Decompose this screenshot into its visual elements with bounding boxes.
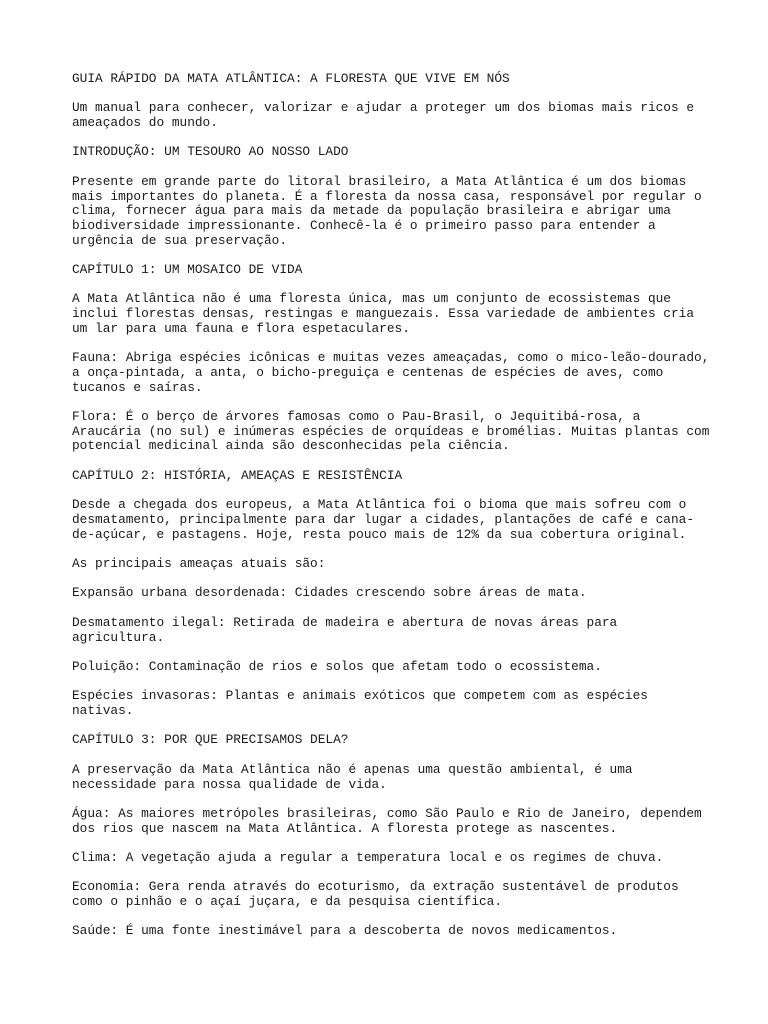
intro-heading: INTRODUÇÃO: UM TESOURO AO NOSSO LADO bbox=[72, 144, 349, 160]
threat-illegal-deforestation: Desmatamento ilegal: Retirada de madeira e abertura de novas áreas para agricultura. bbox=[72, 614, 625, 645]
chapter2-heading: CAPÍTULO 2: HISTÓRIA, AMEAÇAS E RESISTÊNCIA bbox=[72, 467, 403, 483]
chapter1-heading: CAPÍTULO 1: UM MOSAICO DE VIDA bbox=[72, 262, 303, 278]
document-title: GUIA RÁPIDO DA MATA ATLÂNTICA: A FLORESTA QUE VIVE EM NÓS bbox=[72, 71, 510, 86]
chapter1-body: A Mata Atlântica não é uma floresta única, mas um conjunto de ecossistemas que inclui florestas densas, restingas e manguezais. Essa variedade de ambientes cria um lar para uma fauna e flora espetaculares. bbox=[72, 291, 702, 336]
intro-body: Presente em grande parte do litoral brasileiro, a Mata Atlântica é um dos biomas mais importantes do planeta. É a floresta da nossa casa, responsável por regular o clima, fornecer água para mais da metade da população brasileira e abrigar uma biodiversidade impressionante. Conhecê-la é o primeiro passo para entender a urgência de sua preservação. bbox=[72, 173, 710, 248]
chapter1-flora: Flora: É o berço de árvores famosas como o Pau-Brasil, o Jequitibá-rosa, a Araucária (no sul) e inúmeras espécies de orquídeas e bromélias. Muitas plantas com potencial medicinal ainda são desconhecidas pela ciência. bbox=[72, 409, 718, 454]
benefit-economy: Economia: Gera renda através do ecoturismo, da extração sustentável de produtos como o pinhão e o açaí juçara, e da pesquisa científica. bbox=[72, 879, 687, 910]
document-page bbox=[72, 71, 718, 954]
benefit-climate: Clima: A vegetação ajuda a regular a temperatura local e os regimes de chuva. bbox=[72, 849, 664, 865]
chapter2-threats-intro: As principais ameaças atuais são: bbox=[72, 556, 326, 572]
threat-urban-expansion: Expansão urbana desordenada: Cidades crescendo sobre áreas de mata. bbox=[72, 585, 587, 601]
document-subtitle: Um manual para conhecer, valorizar e ajudar a proteger um dos biomas mais ricos e ameaçados do mundo. bbox=[72, 100, 702, 131]
threat-invasive-species: Espécies invasoras: Plantas e animais exóticos que competem com as espécies nativas. bbox=[72, 688, 656, 719]
chapter1-fauna: Fauna: Abriga espécies icônicas e muitas vezes ameaçadas, como o mico-leão-dourado, a onça-pintada, a anta, o bicho-preguiça e centenas de espécies de aves, como tucanos e saíras. bbox=[72, 350, 718, 395]
chapter2-body: Desde a chegada dos europeus, a Mata Atlântica foi o bioma que mais sofreu com o desmatamento, principalmente para dar lugar a cidades, plantações de café e cana-de-açúcar, e pastagens. Hoje, resta pouco mais de 12% da sua cobertura original. bbox=[72, 497, 695, 542]
chapter3-heading: CAPÍTULO 3: POR QUE PRECISAMOS DELA? bbox=[72, 732, 349, 748]
threat-pollution: Poluição: Contaminação de rios e solos que afetam todo o ecossistema. bbox=[72, 658, 602, 674]
benefit-water: Água: As maiores metrópoles brasileiras, como São Paulo e Rio de Janeiro, dependem dos rios que nascem na Mata Atlântica. A floresta protege as nascentes. bbox=[72, 805, 710, 836]
benefit-health: Saúde: É uma fonte inestimável para a descoberta de novos medicamentos. bbox=[72, 923, 618, 939]
chapter3-body: A preservação da Mata Atlântica não é apenas uma questão ambiental, é uma necessidade para nossa qualidade de vida. bbox=[72, 761, 641, 792]
